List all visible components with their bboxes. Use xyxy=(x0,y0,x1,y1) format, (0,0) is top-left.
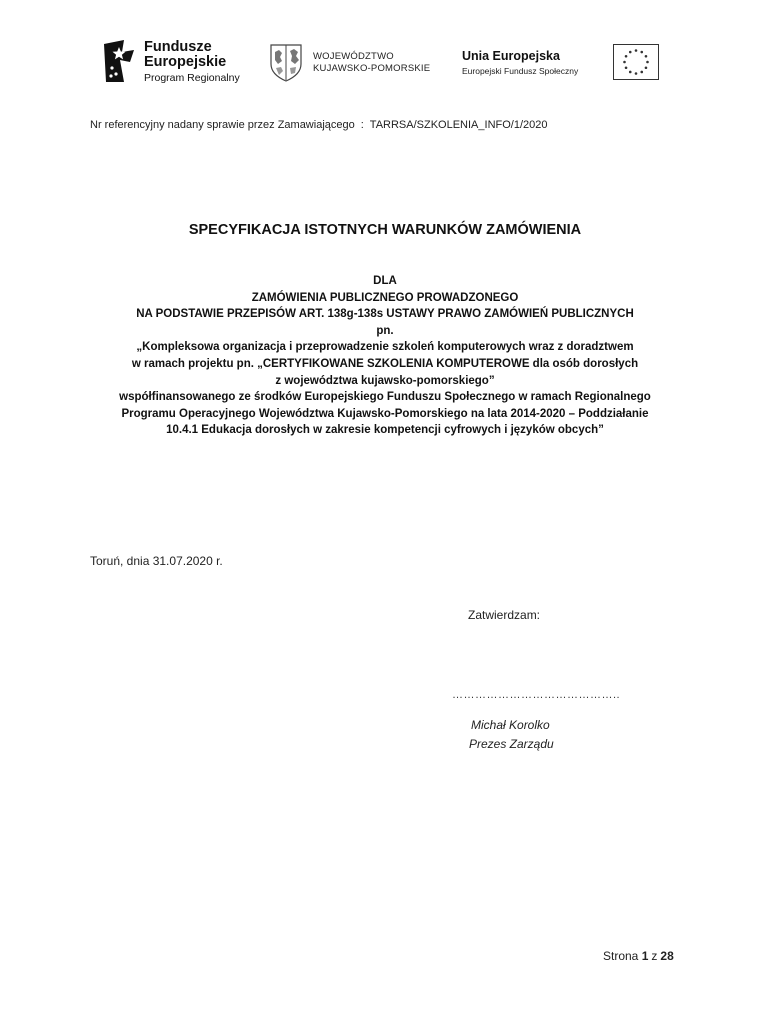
approval-label: Zatwierdzam: xyxy=(468,608,541,622)
place-and-date: Toruń, dnia 31.07.2020 r. xyxy=(90,554,223,568)
eu-flag-icon xyxy=(613,44,659,80)
reference-value: TARRSA/SZKOLENIA_INFO/1/2020 xyxy=(369,119,548,131)
region-logo-line2: KUJAWSKO-POMORSKIE xyxy=(313,63,431,74)
fundusze-europejskie-logo xyxy=(102,38,272,86)
description-line: Programu Operacyjnego Województwa Kujawsko-Pomorskiego na lata 2014-2020 – Poddziałanie xyxy=(121,407,649,420)
reference-label: Nr referencyjny nadany sprawie przez Zamawiającego xyxy=(90,119,355,131)
procurement-description xyxy=(90,273,680,439)
eu-star-icon xyxy=(646,61,649,64)
total-pages: 28 xyxy=(660,949,674,963)
description-line: pn. xyxy=(376,324,394,337)
region-crest-icon xyxy=(268,42,304,82)
description-line: z województwa kujawsko-pomorskiego” xyxy=(275,374,495,387)
eu-logo xyxy=(460,44,665,84)
description-line: „Kompleksowa organizacja i przeprowadzenie szkoleń komputerowych wraz z doradztwem xyxy=(136,341,634,354)
eu-star-icon xyxy=(625,55,628,58)
fundusze-europejskie-star-icon xyxy=(102,38,136,84)
description-line: ZAMÓWIENIA PUBLICZNEGO PROWADZONEGO xyxy=(251,291,519,304)
eu-star-icon xyxy=(629,71,632,74)
region-logo-line1: WOJEWÓDZTWO xyxy=(313,51,394,62)
fe-logo-line3: Program Regionalny xyxy=(144,72,240,84)
eu-star-icon xyxy=(623,61,626,64)
eu-star-icon xyxy=(645,66,648,69)
fe-logo-line2: Europejskie xyxy=(144,54,227,70)
eu-star-icon xyxy=(629,51,632,54)
current-page: 1 xyxy=(641,949,649,963)
page-of: z xyxy=(651,949,658,963)
fe-logo-line1: Fundusze xyxy=(144,39,212,55)
eu-star-icon xyxy=(625,66,628,69)
eu-star-icon xyxy=(635,49,638,52)
description-line: NA PODSTAWIE PRZEPISÓW ART. 138g-138s USTAWY PRAWO ZAMÓWIEŃ PUBLICZNYCH xyxy=(136,308,634,321)
eu-star-icon xyxy=(640,71,643,74)
description-line: 10.4.1 Edukacja dorosłych w zakresie kompetencji cyfrowych i języków obcych” xyxy=(166,424,604,437)
signatory xyxy=(469,716,554,754)
eu-logo-title: Unia Europejska xyxy=(462,49,560,63)
page-number xyxy=(603,949,674,963)
eu-star-icon xyxy=(640,51,643,54)
page-label: Strona xyxy=(603,949,639,963)
document-title: SPECYFIKACJA ISTOTNYCH WARUNKÓW ZAMÓWIENIA xyxy=(188,222,582,238)
reference-separator: : xyxy=(360,119,364,131)
reference-number-line xyxy=(90,119,548,131)
region-logo xyxy=(268,42,433,82)
eu-star-icon xyxy=(645,55,648,58)
eu-logo-subtitle: Europejski Fundusz Społeczny xyxy=(462,66,579,76)
description-line: współfinansowanego ze środków Europejskiego Funduszu Społecznego w ramach Regionalnego xyxy=(119,391,651,404)
eu-star-icon xyxy=(635,72,638,75)
description-line: DLA xyxy=(373,275,397,287)
signatory-role: Prezes Zarządu xyxy=(469,737,554,751)
signature-line: …………………………………….. xyxy=(452,689,621,701)
description-line: w ramach projektu pn. „CERTYFIKOWANE SZKOLENIA KOMPUTEROWE dla osób dorosłych xyxy=(131,357,639,370)
signatory-name: Michał Korolko xyxy=(471,718,550,732)
